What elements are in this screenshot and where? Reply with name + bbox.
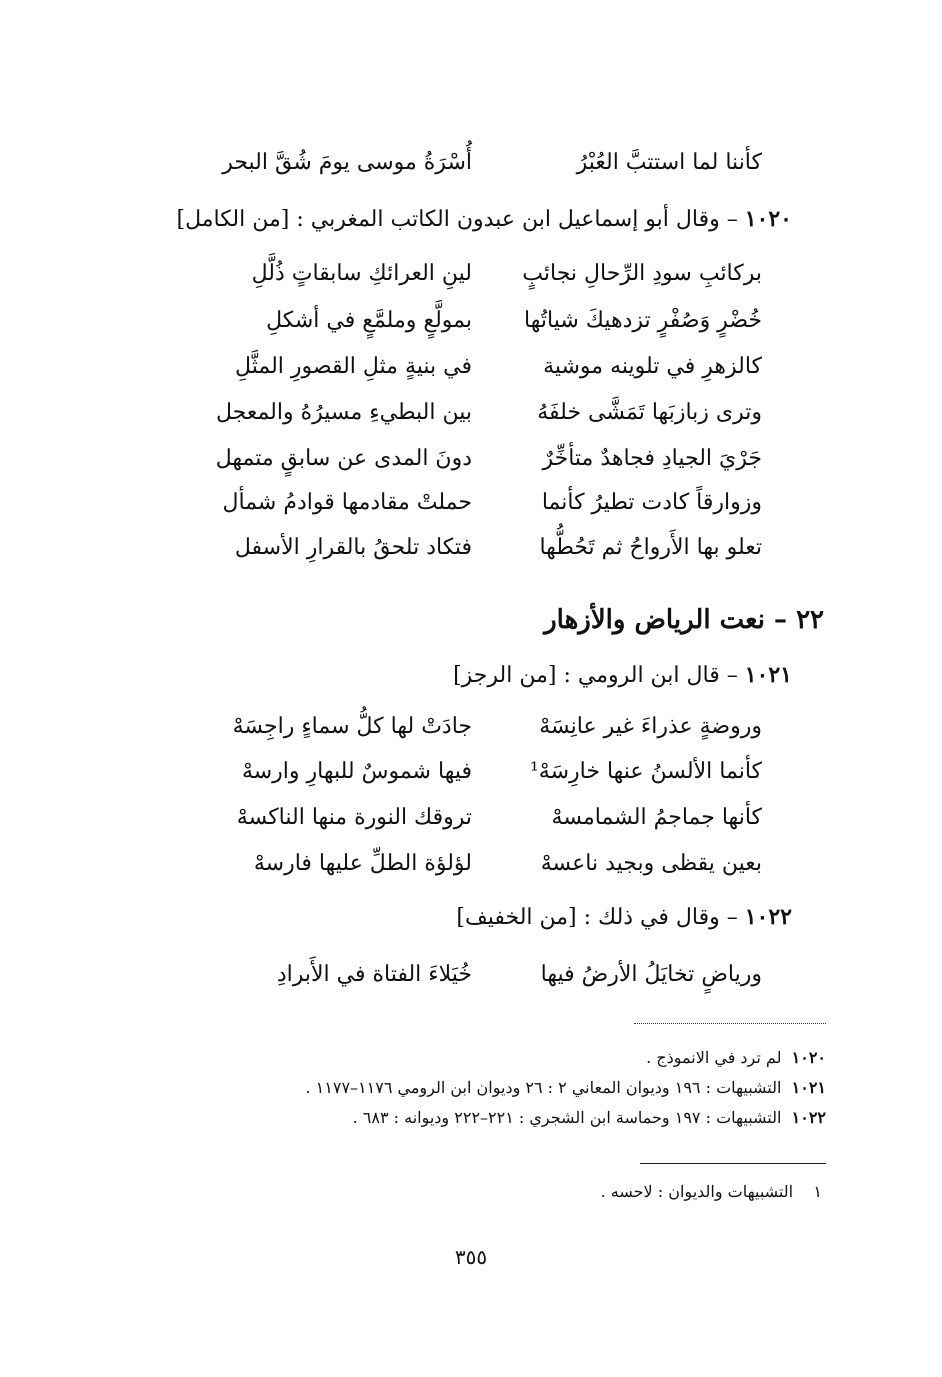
verse-second-hemistich: تروقك النورة منها الناكسهْ	[236, 805, 472, 830]
verse-line	[232, 847, 762, 881]
verse-second-hemistich: في بنيةٍ مثلِ القصورِ المثَّلِ	[235, 354, 472, 379]
verse-line	[215, 396, 762, 430]
footnote-separator	[634, 1023, 826, 1024]
entry-text: – وقال أبو إسماعيل ابن عبدون الكاتب المغربي : [من الكامل]	[176, 207, 738, 232]
verse-line	[215, 442, 762, 476]
verse-first-hemistich: بعين يقظى وبجيد ناعسهْ	[540, 851, 762, 876]
footnote-text: لم ترد في الانموذج .	[646, 1048, 782, 1067]
verse-first-hemistich: كأنها جماجمُ الشمامسهْ	[551, 805, 762, 830]
verse-line	[232, 755, 762, 789]
verse-line	[222, 146, 762, 180]
verse-second-hemistich: جادَتْ لها كلُّ سماءٍ راجِسَهْ	[232, 714, 472, 739]
footnote-1022	[353, 1106, 826, 1130]
verse-first-hemistich: ورياضٍ تخايَلُ الأرضُ فيها	[540, 962, 762, 987]
verse-line	[232, 304, 762, 338]
verse-second-hemistich: خُيَلاءَ الفتاة في الأَبرادِ	[276, 962, 472, 987]
verse-line	[222, 486, 762, 520]
verse-first-hemistich: وترى زبازبَها تَمَشَّى خلفَهُ	[537, 400, 762, 425]
page-number: ٣٥٥	[454, 1245, 488, 1269]
entry-heading-1021	[453, 658, 792, 693]
verse-line	[232, 531, 762, 565]
note-separator	[640, 1163, 826, 1164]
section-title	[544, 600, 824, 640]
entry-number: ١٠٢٢	[744, 904, 792, 930]
footnote-1020	[646, 1046, 826, 1070]
note-number: ١	[813, 1182, 822, 1201]
verse-first-hemistich: بركائبِ سودِ الرِّحالِ نجائبٍ	[522, 261, 762, 286]
verse-second-hemistich: لؤلؤة الطلِّ عليها فارسهْ	[253, 851, 472, 876]
verse-second-hemistich: أُسْرَةُ موسى يومَ شُقَّ البحر	[222, 150, 472, 175]
entry-text: – قال ابن الرومي : [من الرجز]	[453, 663, 738, 688]
footnote-number: ١٠٢١	[791, 1078, 826, 1097]
verse-line	[232, 350, 762, 384]
entry-text: – وقال في ذلك : [من الخفيف]	[456, 905, 738, 930]
verse-second-hemistich: دونَ المدى عن سابقٍ متمهل	[215, 446, 472, 471]
textual-note	[601, 1180, 822, 1204]
verse-first-hemistich: كالزهرِ في تلوينه موشية	[543, 354, 762, 379]
footnote-text: التشبيهات : ١٩٦ وديوان المعاني ٢ : ٢٦ وديوان ابن الرومي ١١٧٦–١١٧٧ .	[305, 1078, 782, 1097]
verse-line	[232, 801, 762, 835]
verse-second-hemistich: فتكاد تلحقُ بالقرارِ الأسفل	[234, 535, 472, 560]
footnote-number: ١٠٢٢	[791, 1108, 826, 1127]
entry-heading-1022	[456, 900, 792, 935]
section-title-text: – نعت الرياض والأزهار	[544, 605, 787, 635]
footnote-number: ١٠٢٠	[791, 1048, 826, 1067]
verse-second-hemistich: بين البطيءِ مسيرُهُ والمعجل	[215, 400, 472, 425]
verse-second-hemistich: حملتْ مقادمها قوادمُ شمأل	[222, 490, 472, 515]
verse-first-hemistich: خُضْرٍ وَصُفْرٍ تزدهيكَ شياتُها	[524, 308, 762, 333]
verse-first-hemistich: وزوارقاً كادت تطيرُ كأنما	[541, 490, 762, 515]
verse-second-hemistich: لينِ العرائكِ سابقاتٍ ذُلَّلِ	[251, 261, 472, 286]
verse-first-hemistich: تعلو بها الأَرواحُ ثم تَحُطُّها	[539, 535, 762, 560]
entry-heading-1020	[177, 202, 792, 237]
verse-second-hemistich: فيها شموسٌ للبهارِ وارسهْ	[241, 759, 472, 784]
section-number: ٢٢	[796, 605, 824, 635]
footnote-1021	[306, 1076, 827, 1100]
verse-second-hemistich: بمولَّعٍ وملمَّعٍ في أشكلِ	[266, 308, 472, 333]
note-text: التشبيهات والديوان : لاحسه .	[600, 1182, 794, 1201]
verse-first-hemistich: وروضةٍ عذراءَ غير عانِسَهْ	[539, 714, 762, 739]
verse-first-hemistich: جَرْيَ الجيادِ فجاهدٌ متأخِّرٌ	[542, 446, 762, 471]
verse-line	[232, 958, 762, 992]
entry-number: ١٠٢٠	[744, 206, 792, 232]
entry-number: ١٠٢١	[744, 662, 792, 688]
verse-first-hemistich: كأنما الألسنُ عنها خارِسَهْ¹	[529, 759, 762, 784]
verse-line	[232, 710, 762, 744]
verse-first-hemistich: كأننا لما استتبَّ العُبْرُ	[576, 150, 762, 175]
verse-line	[232, 257, 762, 291]
footnote-text: التشبيهات : ١٩٧ وحماسة ابن الشجري : ٢٢١–٢٢٢ وديوانه : ٦٨٣ .	[352, 1108, 782, 1127]
